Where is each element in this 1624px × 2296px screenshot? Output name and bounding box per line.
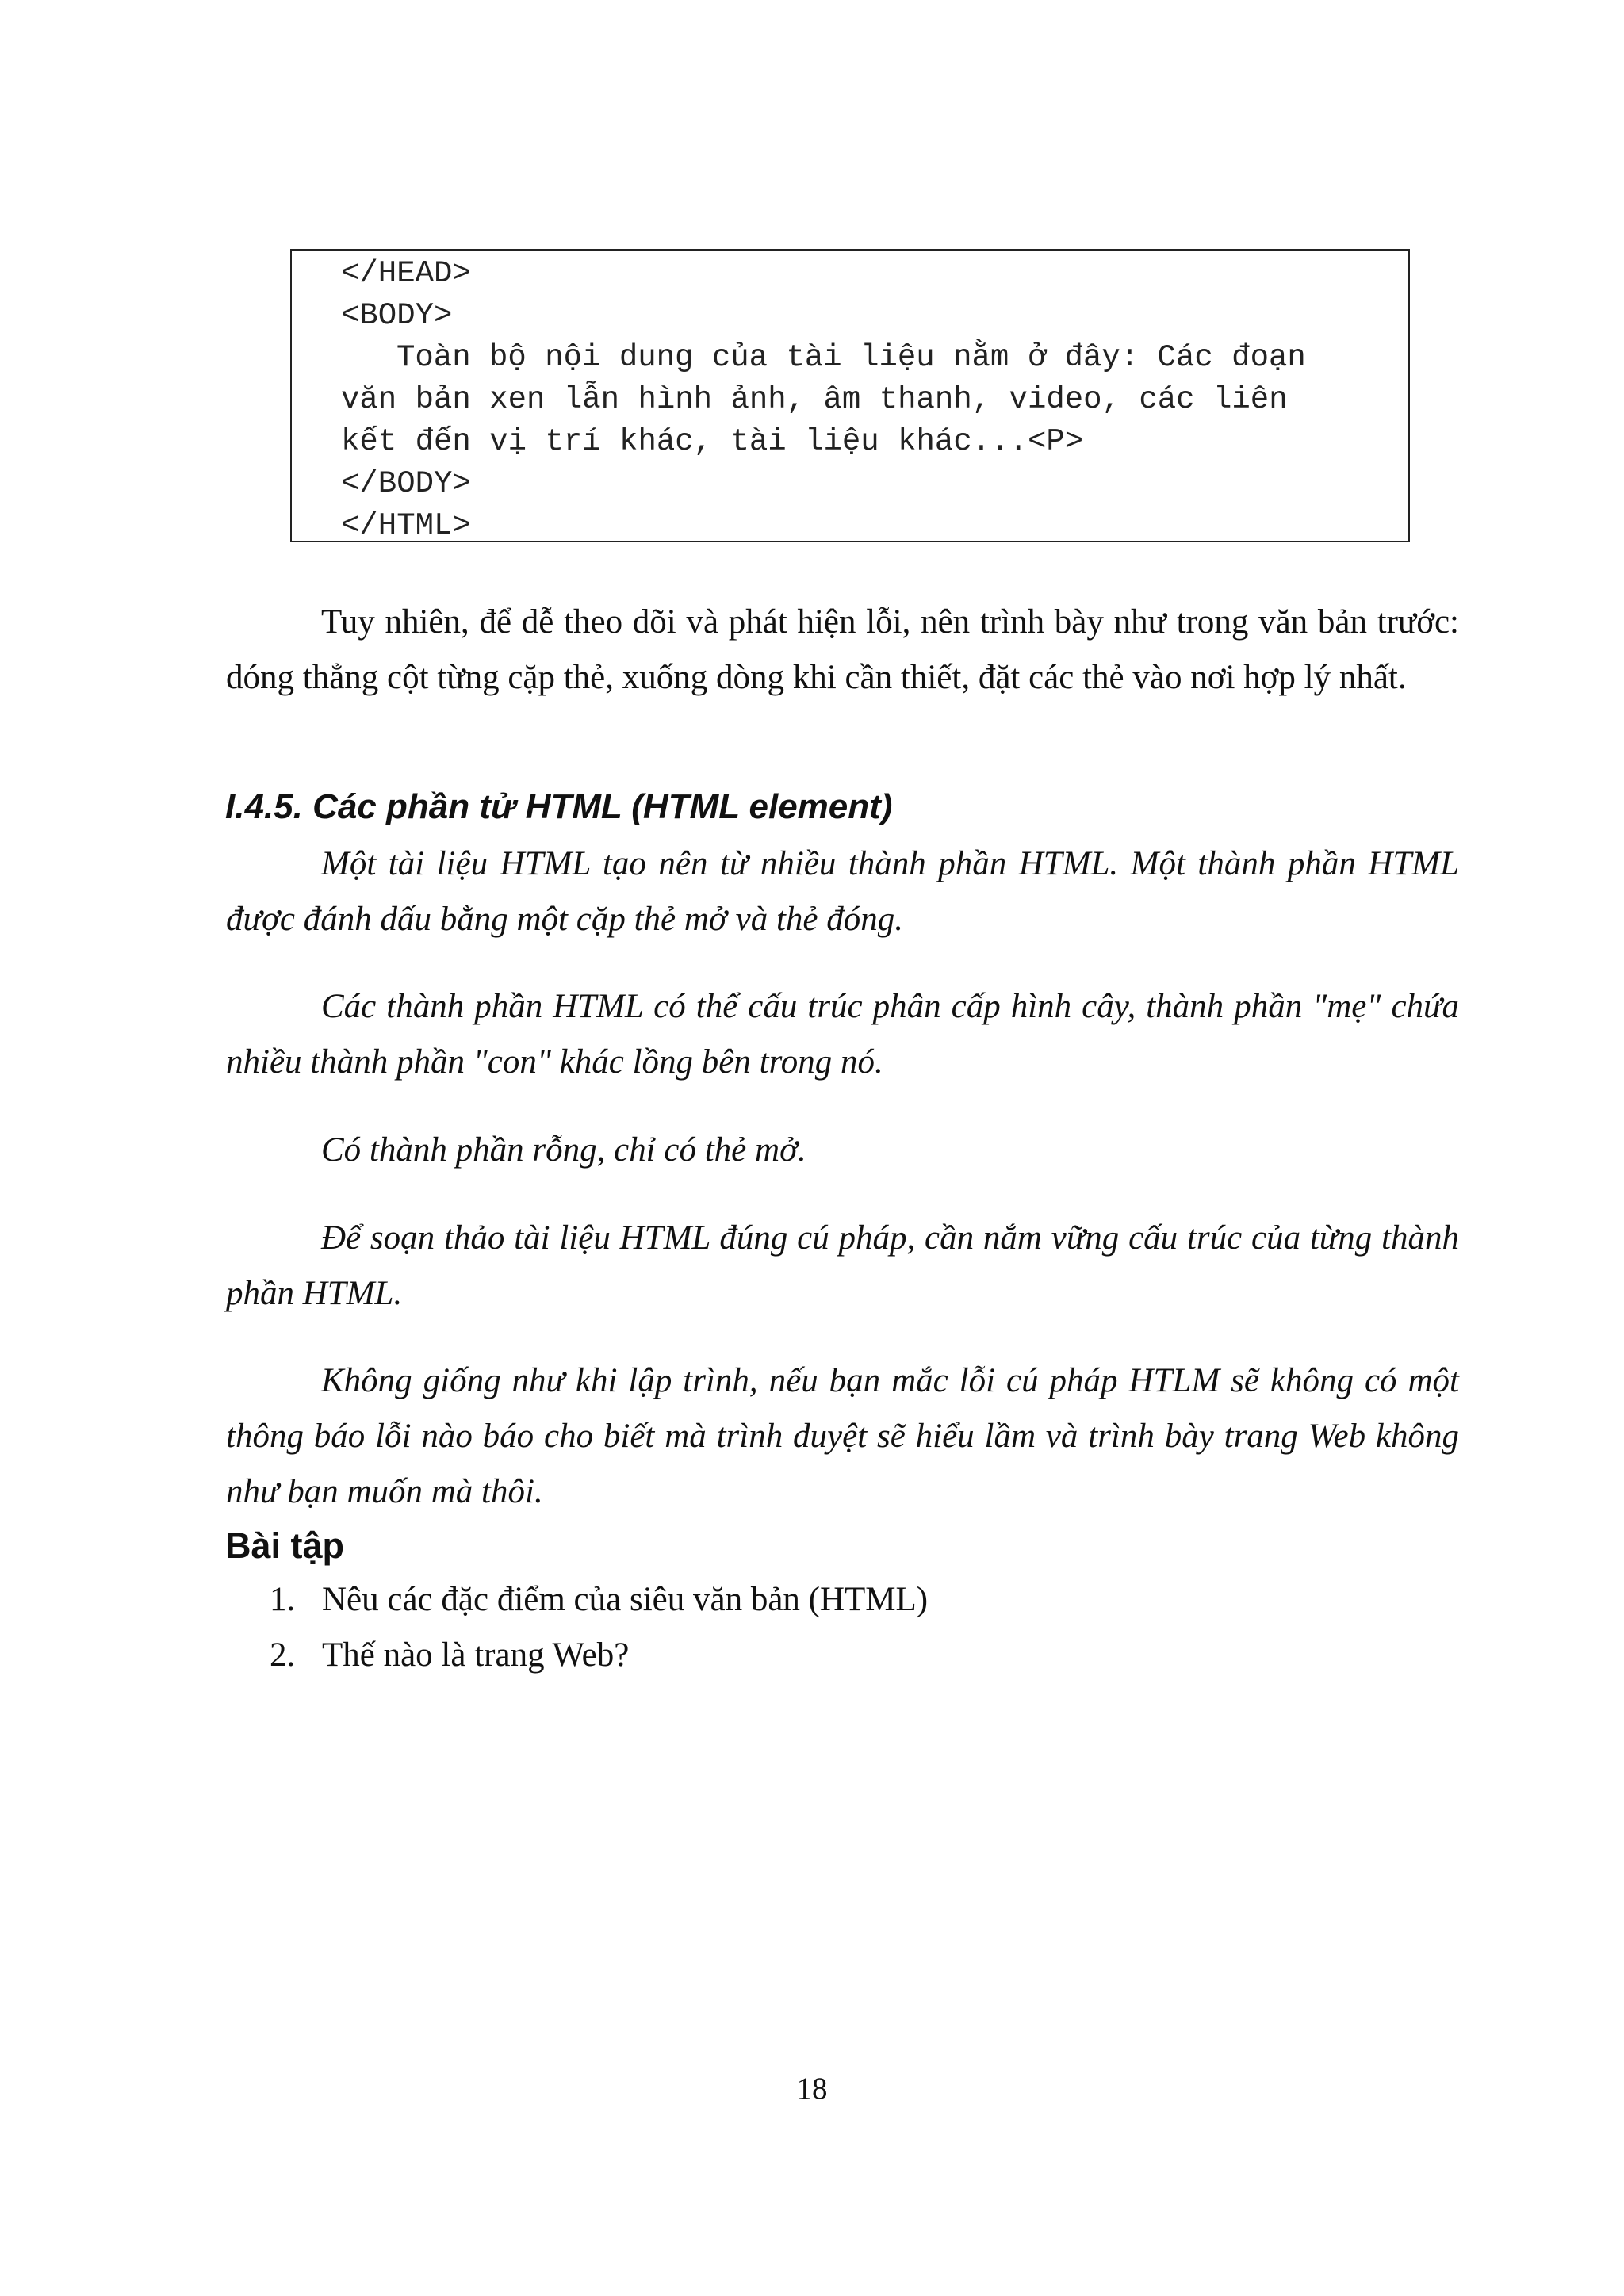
- exercises-heading: Bài tập: [225, 1525, 345, 1566]
- code-line: <BODY>: [341, 298, 453, 333]
- code-line: </BODY>: [341, 466, 471, 501]
- section-paragraph: Một tài liệu HTML tạo nên từ nhiều thành phần HTML. Một thành phần HTML được đánh dấu bằng một cặp thẻ mở và thẻ đóng.: [226, 845, 1459, 938]
- list-item-number: 1.: [270, 1581, 296, 1618]
- section-heading: I.4.5. Các phần tử HTML (HTML element): [225, 787, 893, 826]
- code-line: </HTML>: [341, 508, 471, 542]
- code-line: kết đến vị trí khác, tài liệu khác...<P>: [341, 424, 1084, 459]
- list-item: [270, 1628, 928, 1683]
- code-line: </HEAD>: [341, 256, 471, 291]
- intro-paragraph: Tuy nhiên, để dễ theo dõi và phát hiện lỗi, nên trình bày như trong văn bản trước: dóng thẳng cột từng cặp thẻ, xuống dòng khi cần thiết, đặt các thẻ vào nơi hợp lý nhất.: [226, 603, 1459, 696]
- list-item-number: 2.: [270, 1636, 296, 1674]
- exercise-list: [270, 1572, 928, 1683]
- section-paragraph: Các thành phần HTML có thể cấu trúc phân cấp hình cây, thành phần "mẹ" chứa nhiều thành phần "con" khác lồng bên trong nó.: [226, 988, 1459, 1081]
- code-block: [290, 249, 1410, 542]
- code-line: văn bản xen lẫn hình ảnh, âm thanh, video, các liên: [341, 382, 1288, 417]
- section-paragraph: Để soạn thảo tài liệu HTML đúng cú pháp, cần nắm vững cấu trúc của từng thành phần HTML.: [226, 1219, 1459, 1312]
- list-item: [270, 1572, 928, 1628]
- section-paragraph: Có thành phần rỗng, chỉ có thẻ mở.: [321, 1131, 806, 1169]
- page-number: 18: [796, 2072, 828, 2106]
- code-line: Toàn bộ nội dung của tài liệu nằm ở đây: Các đoạn: [396, 340, 1306, 375]
- section-paragraph: Không giống như khi lập trình, nếu bạn mắc lỗi cú pháp HTLM sẽ không có một thông báo lỗi nào báo cho biết mà trình duyệt sẽ hiểu lầm và trình bày trang Web không như bạn muốn mà thôi.: [226, 1362, 1459, 1510]
- list-item-text: Nêu các đặc điểm của siêu văn bản (HTML): [322, 1581, 929, 1618]
- list-item-text: Thế nào là trang Web?: [322, 1636, 630, 1674]
